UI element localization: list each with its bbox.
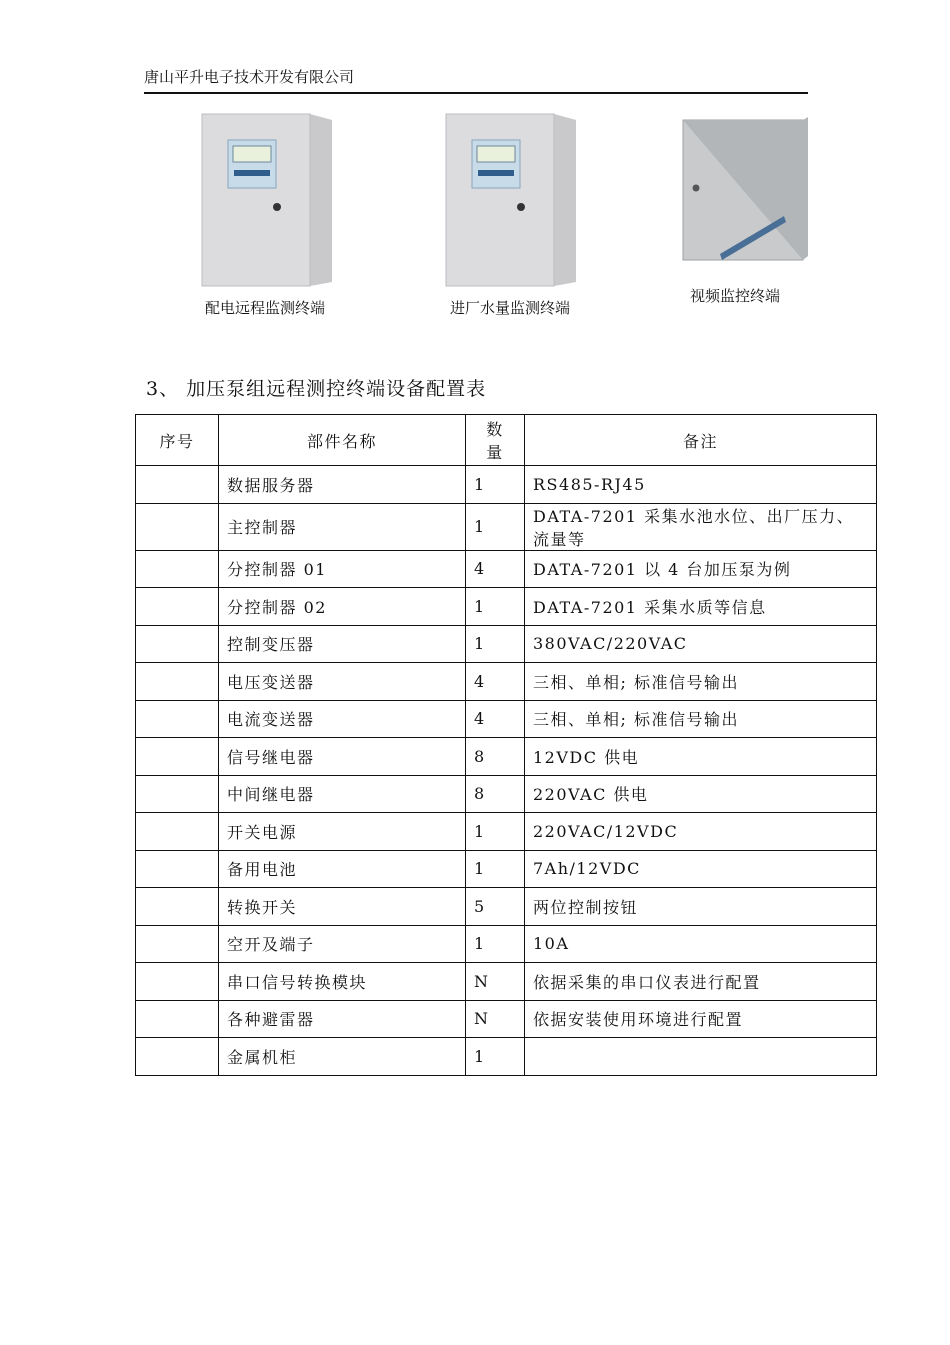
cell-name: 电流变送器 (219, 700, 466, 738)
table-row (136, 466, 877, 504)
table-row (136, 850, 877, 888)
cell-qty: 1 (466, 925, 525, 963)
cell-qty: 1 (466, 466, 525, 504)
cell-index (136, 700, 219, 738)
cell-qty: 1 (466, 625, 525, 663)
cell-name: 控制变压器 (219, 625, 466, 663)
cell-name: 备用电池 (219, 850, 466, 888)
cell-index (136, 625, 219, 663)
section-title: 3、 加压泵组远程测控终端设备配置表 (146, 378, 487, 400)
table-row (136, 503, 877, 550)
cell-name: 分控制器 01 (219, 550, 466, 588)
power-monitoring-terminal-image (200, 110, 335, 290)
cell-name: 串口信号转换模块 (219, 963, 466, 1001)
header-note: 备注 (525, 415, 877, 466)
cell-note: RS485-RJ45 (525, 466, 877, 504)
cell-note: 三相、单相; 标准信号输出 (525, 663, 877, 701)
table-row (136, 588, 877, 626)
cell-note: 12VDC 供电 (525, 738, 877, 776)
cell-qty: 8 (466, 738, 525, 776)
cell-note: 依据采集的串口仪表进行配置 (525, 963, 877, 1001)
equipment-config-table (135, 414, 877, 1076)
cell-name: 各种避雷器 (219, 1000, 466, 1038)
cell-qty: 8 (466, 775, 525, 813)
table-header-row (136, 415, 877, 466)
cell-note: 220VAC 供电 (525, 775, 877, 813)
product-caption-1: 配电远程监测终端 (204, 299, 325, 317)
cell-note: 10A (525, 925, 877, 963)
table-row (136, 925, 877, 963)
table-row (136, 1000, 877, 1038)
cell-note: DATA-7201 以 4 台加压泵为例 (525, 550, 877, 588)
cell-name: 空开及端子 (219, 925, 466, 963)
cell-index (136, 1000, 219, 1038)
cell-note: 依据安装使用环境进行配置 (525, 1000, 877, 1038)
table-row (136, 1038, 877, 1076)
cell-note: 220VAC/12VDC (525, 813, 877, 851)
cell-index (136, 888, 219, 926)
page-header (144, 66, 808, 94)
cell-index (136, 775, 219, 813)
cell-name: 转换开关 (219, 888, 466, 926)
cell-name: 信号继电器 (219, 738, 466, 776)
cell-name: 金属机柜 (219, 1038, 466, 1076)
cell-name: 开关电源 (219, 813, 466, 851)
cell-qty: 5 (466, 888, 525, 926)
cell-name: 中间继电器 (219, 775, 466, 813)
cell-qty: 4 (466, 700, 525, 738)
cell-name: 分控制器 02 (219, 588, 466, 626)
cell-note: 三相、单相; 标准信号输出 (525, 700, 877, 738)
header-qty-line2: 量 (486, 443, 504, 462)
cell-qty: N (466, 1000, 525, 1038)
cell-qty: 4 (466, 550, 525, 588)
table-row (136, 775, 877, 813)
cell-index (136, 466, 219, 504)
cell-qty: 1 (466, 588, 525, 626)
cell-index (136, 503, 219, 550)
cell-qty: 1 (466, 813, 525, 851)
cell-note: DATA-7201 采集水质等信息 (525, 588, 877, 626)
product-caption-3: 视频监控终端 (689, 287, 780, 305)
table-body (136, 466, 877, 1076)
cell-note: 380VAC/220VAC (525, 625, 877, 663)
cell-index (136, 963, 219, 1001)
cell-note: 7Ah/12VDC (525, 850, 877, 888)
table-row (136, 625, 877, 663)
cell-index (136, 588, 219, 626)
cell-index (136, 550, 219, 588)
product-caption-2: 进厂水量监测终端 (449, 299, 570, 317)
table-row (136, 663, 877, 701)
cell-index (136, 850, 219, 888)
cell-note (525, 1038, 877, 1076)
cell-note: DATA-7201 采集水池水位、出厂压力、流量等 (525, 503, 877, 550)
cell-qty: 1 (466, 1038, 525, 1076)
header-qty-line1: 数 (486, 420, 504, 439)
cell-index (136, 663, 219, 701)
cell-index (136, 738, 219, 776)
cell-index (136, 925, 219, 963)
company-name: 唐山平升电子技术开发有限公司 (144, 68, 355, 86)
header-index: 序号 (136, 415, 219, 466)
cell-name: 主控制器 (219, 503, 466, 550)
water-flow-monitoring-terminal-image (444, 110, 579, 290)
cell-index (136, 1038, 219, 1076)
table-row (136, 888, 877, 926)
table-row (136, 738, 877, 776)
cell-qty: 4 (466, 663, 525, 701)
cell-name: 数据服务器 (219, 466, 466, 504)
cell-index (136, 813, 219, 851)
video-monitoring-terminal-image (682, 116, 810, 264)
cell-note: 两位控制按钮 (525, 888, 877, 926)
cell-qty: N (466, 963, 525, 1001)
table-row (136, 700, 877, 738)
cell-qty: 1 (466, 850, 525, 888)
cell-name: 电压变送器 (219, 663, 466, 701)
header-name: 部件名称 (219, 415, 466, 466)
table-row (136, 813, 877, 851)
header-qty (466, 415, 525, 466)
table-row (136, 550, 877, 588)
cell-qty: 1 (466, 503, 525, 550)
table-row (136, 963, 877, 1001)
